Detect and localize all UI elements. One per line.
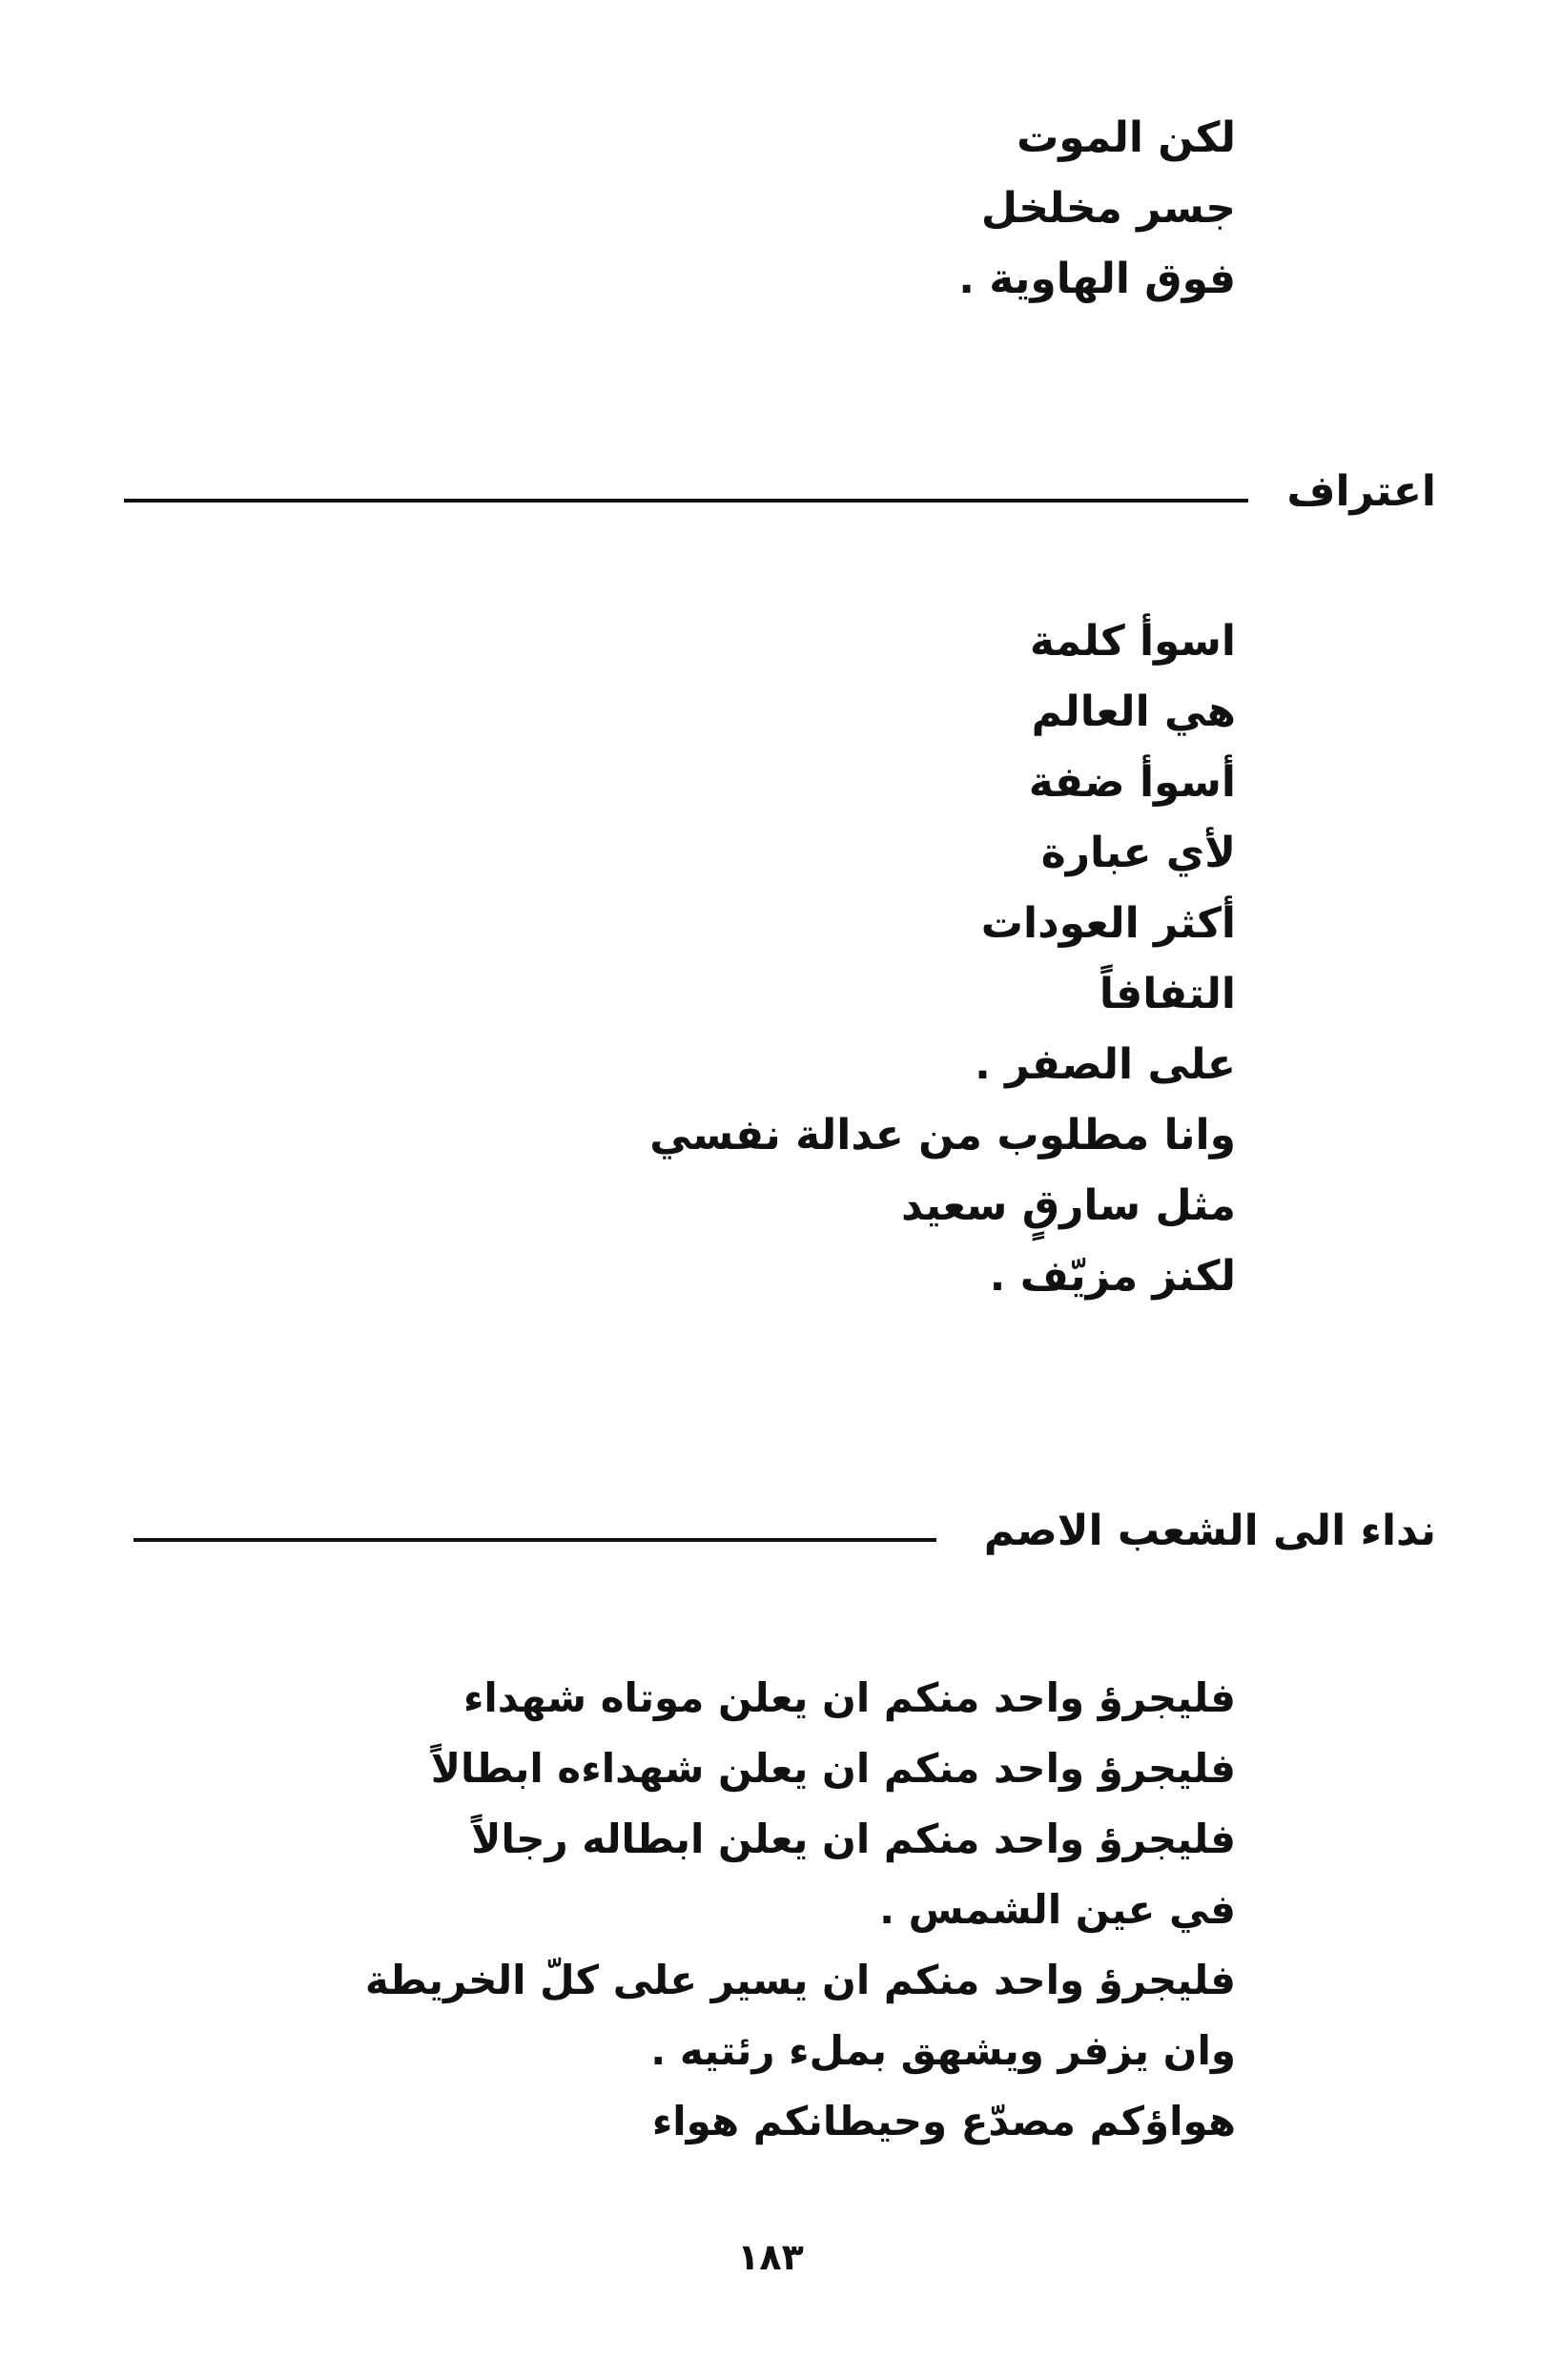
- poem-line: هي العالم: [1031, 687, 1236, 736]
- poem-line: فليجرؤ واحد منكم ان يعلن موتاه شهداء: [462, 1674, 1236, 1721]
- poem-line: اسوأ كلمة: [1029, 617, 1236, 666]
- poem-line: لكن الموت: [1017, 113, 1236, 162]
- poem-line: في عين الشمس .: [879, 1886, 1236, 1933]
- title-rule: [124, 499, 1248, 503]
- poem-line: لأي عبارة: [1040, 829, 1236, 877]
- poem-line: فوق الهاوية .: [958, 255, 1236, 303]
- poem-line: مثل سارقٍ سعيد: [900, 1181, 1236, 1230]
- poem-line: أكثر العودات: [980, 899, 1236, 948]
- poem-line: على الصفر .: [975, 1040, 1236, 1089]
- poem-line: فليجرؤ واحد منكم ان يعلن ابطاله رجالاً: [471, 1816, 1236, 1862]
- poem-stanza-confession: [649, 606, 1236, 1312]
- poem-line: لكنز مزيّف .: [989, 1252, 1236, 1301]
- poem-line: وانا مطلوب من عدالة نفسي: [649, 1111, 1236, 1159]
- poem-line: فليجرؤ واحد منكم ان يعلن شهداءه ابطالاً: [430, 1745, 1236, 1792]
- poem-line: التفافاً: [1099, 970, 1236, 1018]
- poem-line: هواؤكم مصدّع وحيطانكم هواء: [651, 2098, 1236, 2144]
- poem-line: وان يزفر ويشهق بملء رئتيه .: [650, 2027, 1236, 2074]
- title-rule: [134, 1538, 936, 1542]
- section-title: نداء الى الشعب الاصم: [983, 1507, 1436, 1555]
- page-number: ١٨٣: [737, 2236, 804, 2278]
- poem-line: فليجرؤ واحد منكم ان يسير على كلّ الخريطة: [364, 1957, 1236, 2003]
- poem-stanza-opening: [958, 103, 1236, 315]
- section-header-call-to-deaf-people: [134, 1507, 1436, 1555]
- poem-line: جسر مخلخل: [980, 184, 1236, 233]
- section-header-confession: [124, 467, 1436, 516]
- poem-line: أسوأ ضفة: [1028, 758, 1236, 807]
- poem-stanza-call: [365, 1663, 1236, 2157]
- section-title: اعتراف: [1286, 467, 1436, 516]
